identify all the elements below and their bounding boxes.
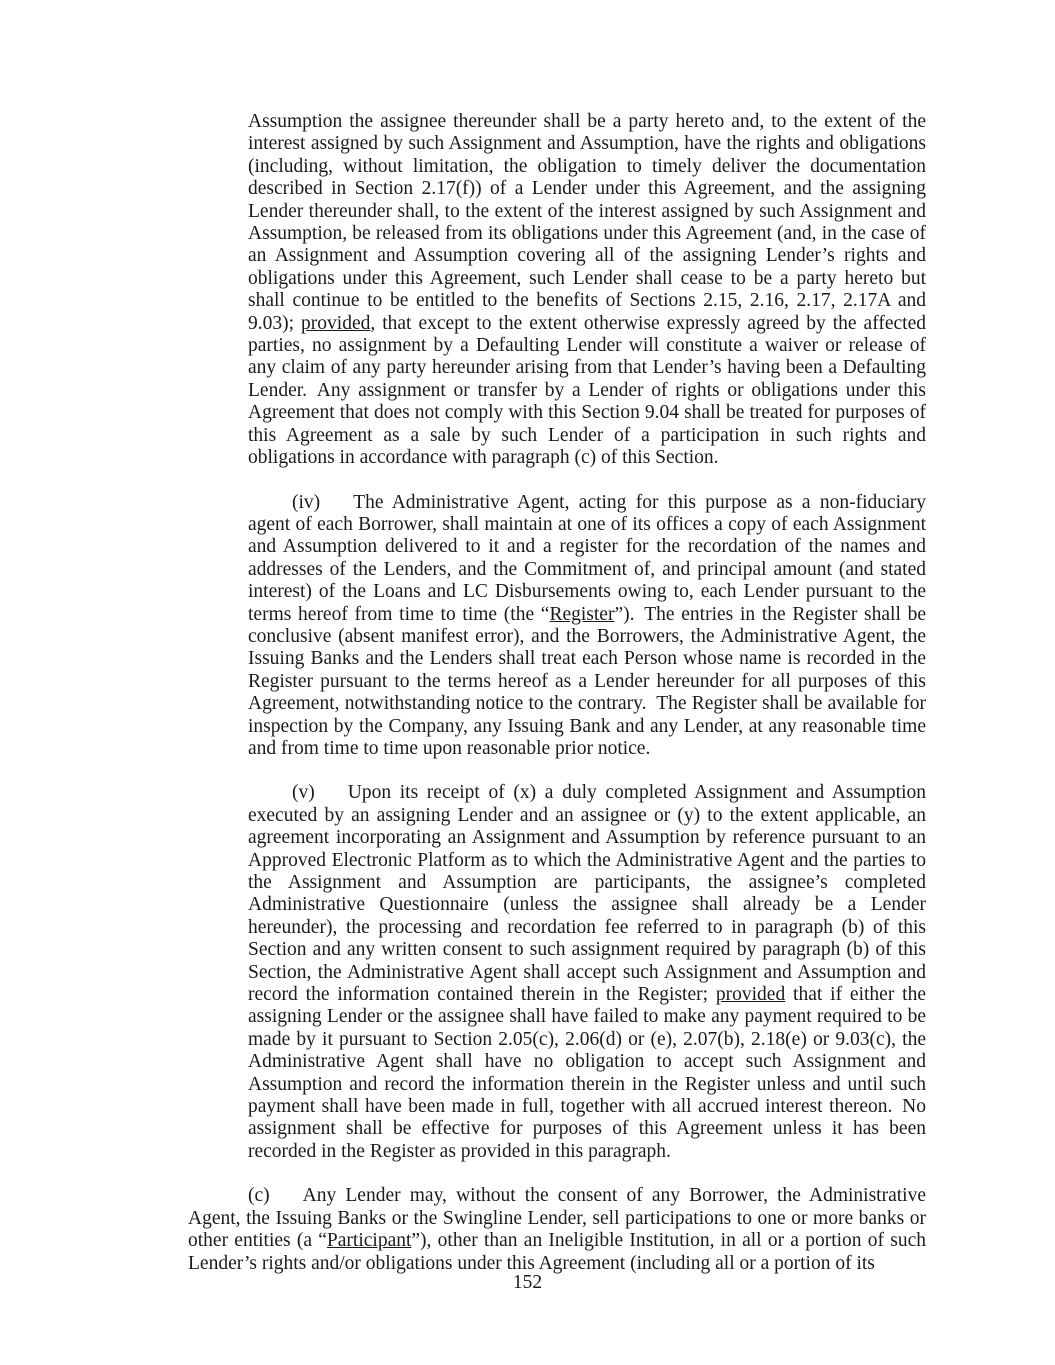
paragraph-iv <box>248 492 926 761</box>
paragraph-v <box>248 782 926 1163</box>
paragraph-continuation <box>248 111 926 470</box>
paragraph-v-label: (v) <box>292 782 315 804</box>
document-body <box>188 111 926 1275</box>
text-segment: ”), other than an Ineligible Institution, in all or a portion of such Lender’s rights and/or obligations under this Agreement (including all or a portion of its <box>188 1230 926 1274</box>
paragraph-iv-label: (iv) <box>292 491 321 513</box>
text-segment: ”). The entries in the Register shall be conclusive (absent manifest error), and the Borrowers, the Administrative Agent, the Issuing Banks and the Lenders shall treat each Person whose name is recorded in the Register pursuant to the terms hereof as a Lender hereunder for all purposes of this Agreement, notwithstanding notice to the contrary. The Register shall be available for inspection by the Company, any Issuing Bank and any Lender, at any reasonable time and from time to time upon reasonable prior notice. <box>248 603 926 759</box>
underlined-term: Participant <box>326 1230 412 1252</box>
page-number: 152 <box>512 1272 543 1293</box>
text-segment: Assumption the assignee thereunder shall be a party hereto and, to the extent of the interest assigned by such Assignment and Assumption, have the rights and obligations (including, without limitation, the obligation to timely deliver the documentation described in Section 2.17(f)) of a Lender under this Agreement, and the assigning Lender thereunder shall, to the extent of the interest assigned by such Assignment and Assumption, be released from its obligations under this Agreement (and, in the case of an Assignment and Assumption covering all of the assigning Lender’s rights and obligations under this Agreement, such Lender shall cease to be a party hereto but shall continue to be entitled to the benefits of Sections 2.15, 2.16, 2.17, 2.17A and 9.03); <box>248 111 926 334</box>
underlined-term: provided <box>301 312 371 334</box>
text-segment: , that except to the extent otherwise expressly agreed by the affected parties, no assignment by a Defaulting Lender will constitute a waiver or release of any claim of any party hereunder arising from that Lender’s having been a Defaulting Lender. Any assignment or transfer by a Lender of rights or obligations under this Agreement that does not comply with this Section 9.04 shall be treated for purposes of this Agreement as a sale by such Lender of a participation in such rights and obligations in accordance with paragraph (c) of this Section. <box>248 312 926 469</box>
underlined-term: provided <box>715 984 786 1006</box>
text-segment: Any Lender may, without the consent of any Borrower, the Administrative Agent, the Issuing Banks or the Swingline Lender, sell participations to one or more banks or other entities (a “ <box>188 1185 926 1252</box>
underlined-term: Register <box>549 603 615 625</box>
paragraph-c-label: (c) <box>248 1185 270 1207</box>
text-segment: that if either the assigning Lender or the assignee shall have failed to make any payment required to be made by it pursuant to Section 2.05(c), 2.06(d) or (e), 2.07(b), 2.18(e) or 9.03(c), the Administrative Agent shall have no obligation to accept such Assignment and Assumption and record the information therein in the Register unless and until such payment shall have been made in full, together with all accrued interest thereon. No assignment shall be effective for purposes of this Agreement unless it has been recorded in the Register as provided in this paragraph. <box>248 984 926 1162</box>
text-segment: The Administrative Agent, acting for this purpose as a non-fiduciary agent of each Borrower, shall maintain at one of its offices a copy of each Assignment and Assumption delivered to it and a register for the recordation of the names and addresses of the Lenders, and the Commitment of, and principal amount (and stated interest) of the Loans and LC Disbursements owing to, each Lender pursuant to the terms hereof from time to time (the “ <box>248 491 926 625</box>
text-segment: Upon its receipt of (x) a duly completed Assignment and Assumption executed by an assigning Lender and an assignee or (y) to the extent applicable, an agreement incorporating an Assignment and Assumption by reference pursuant to an Approved Electronic Platform as to which the Administrative Agent and the parties to the Assignment and Assumption are participants, the assignee’s completed Administrative Questionnaire (unless the assignee shall already be a Lender hereunder), the processing and recordation fee referred to in paragraph (b) of this Section and any written consent to such assignment required by paragraph (b) of this Section, the Administrative Agent shall accept such Assignment and Assumption and record the information contained therein in the Register; <box>248 782 926 1006</box>
paragraph-c <box>188 1185 926 1275</box>
page-footer <box>0 1272 1055 1294</box>
